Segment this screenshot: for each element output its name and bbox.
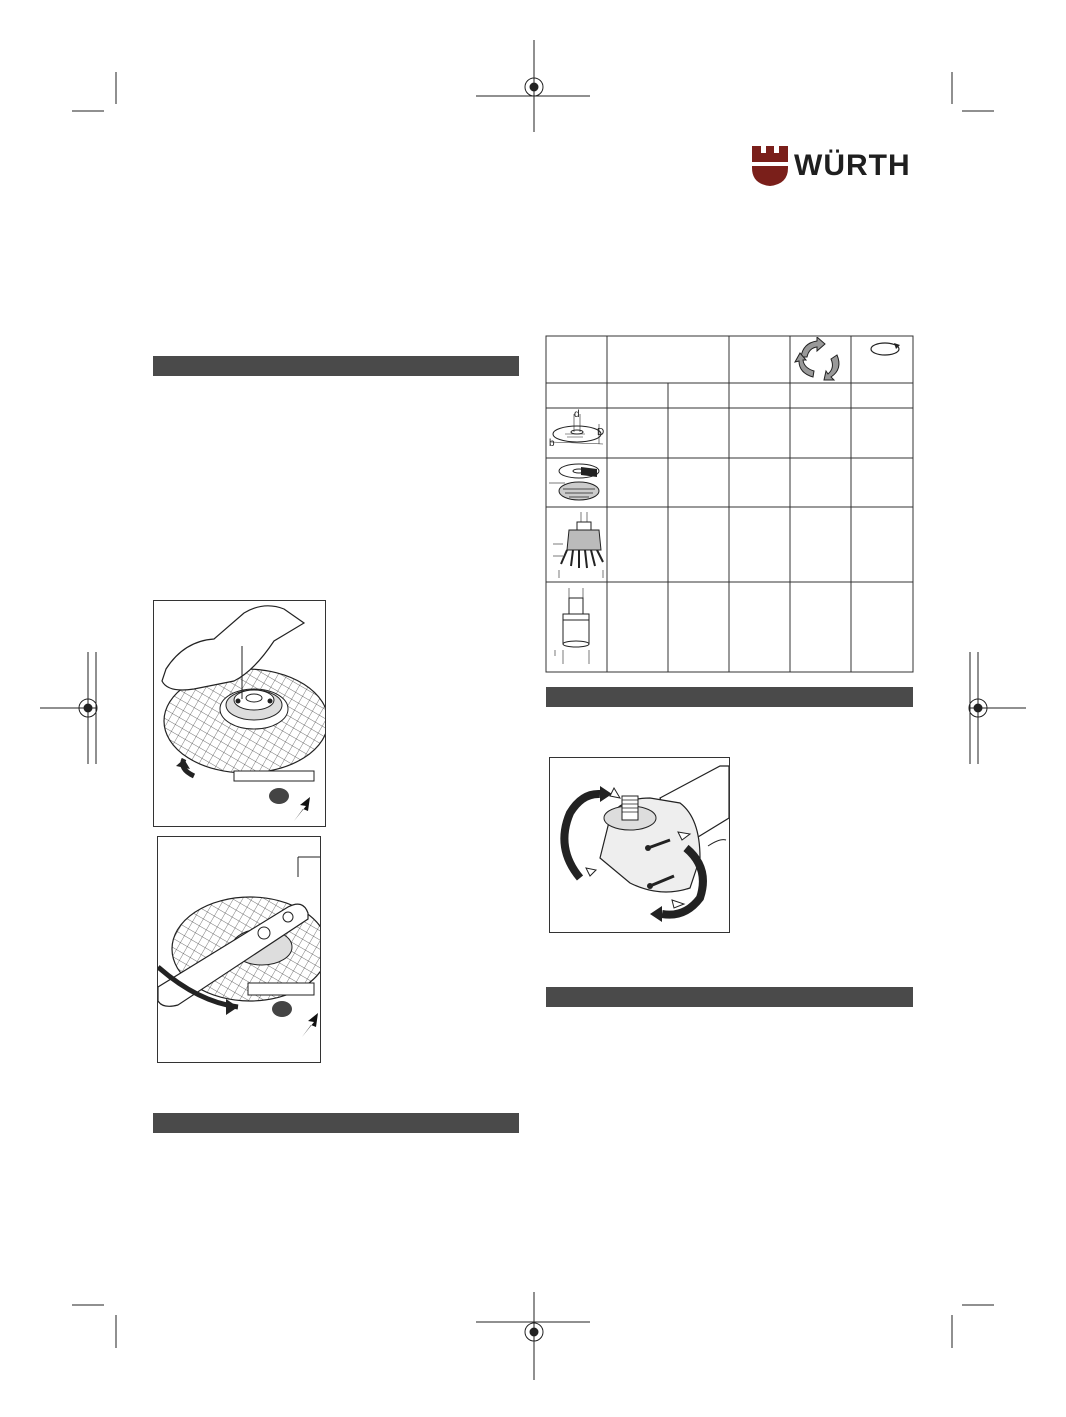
figure-wrench-loosening <box>157 836 321 1063</box>
wrench-loosening-nut-illustration <box>158 837 320 1062</box>
crop-marks-top <box>0 0 1066 140</box>
rotation-direction-icon <box>868 339 902 359</box>
registration-mark-left <box>38 650 102 768</box>
dim-label-b: b <box>549 438 555 449</box>
hand-tightening-flange-illustration <box>154 601 325 826</box>
section-bar-right-2 <box>546 987 913 1007</box>
wurth-logo-icon <box>752 146 788 186</box>
section-bar-left-2 <box>153 1113 519 1133</box>
crop-marks-bottom <box>0 1290 1066 1417</box>
section-bar-left-1 <box>153 356 519 376</box>
figure-gear-head-rotation <box>549 757 730 933</box>
section-bar-right-1 <box>546 687 913 707</box>
dim-label-d: d <box>574 409 580 420</box>
registration-mark-right <box>964 650 1028 768</box>
dim-label-D: D <box>597 427 605 438</box>
figure-flange-tightening <box>153 600 326 827</box>
flap-disc-icon <box>547 459 605 505</box>
recycle-arrows-icon <box>793 337 845 381</box>
core-bit-icon <box>547 584 605 668</box>
cup-brush-icon <box>547 510 605 580</box>
gear-head-rotation-illustration <box>550 758 729 932</box>
brand-name: WÜRTH <box>794 149 911 182</box>
